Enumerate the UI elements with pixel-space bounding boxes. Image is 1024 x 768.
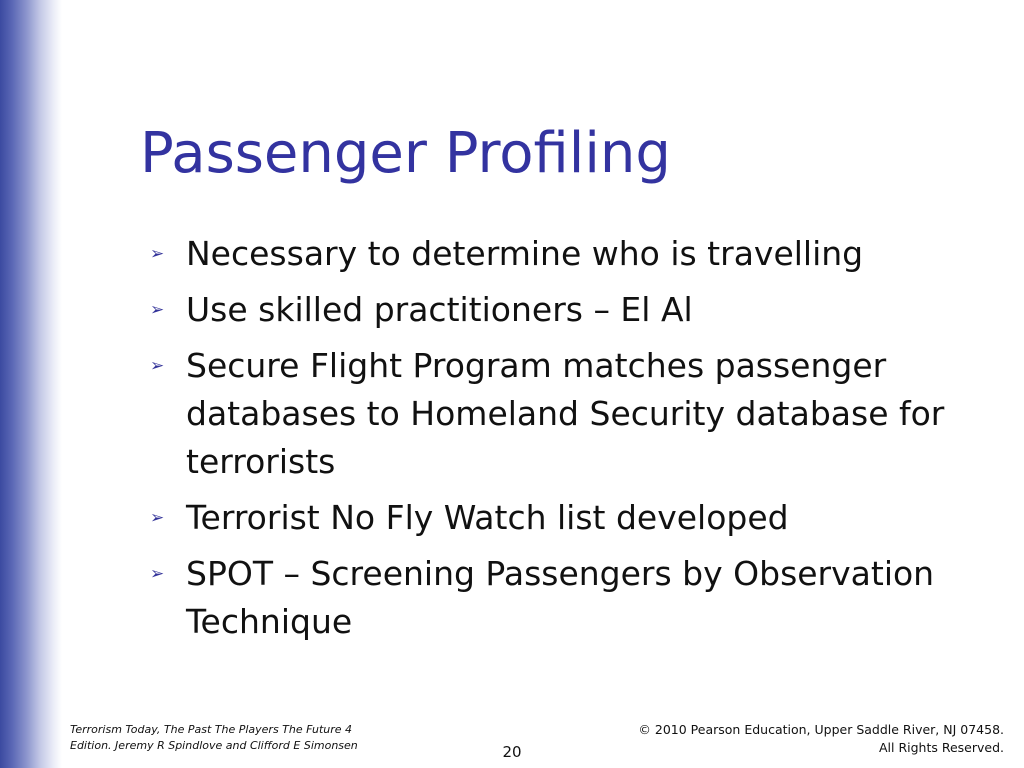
page-number: 20 <box>502 743 522 761</box>
bullet-item <box>146 550 1006 646</box>
arrow-bullet-icon: ➢ <box>150 508 165 528</box>
footer-book-line-2: Edition. Jeremy R Spindlove and Clifford E Simonsen <box>70 739 358 752</box>
footer-copyright <box>604 721 1004 757</box>
side-gradient-band <box>0 0 62 768</box>
bullet-text: Necessary to determine who is travelling <box>186 234 864 273</box>
bullet-item <box>146 342 1006 486</box>
slide-title: Passenger Profiling <box>140 121 671 186</box>
bullet-list <box>146 230 1006 654</box>
bullet-text: Terrorist No Fly Watch list developed <box>186 498 789 537</box>
arrow-bullet-icon: ➢ <box>150 300 165 320</box>
footer-book-line-1: Terrorism Today, The Past The Players The Future 4 <box>70 723 353 736</box>
footer-copyright-line-1: © 2010 Pearson Education, Upper Saddle River, NJ 07458. <box>638 722 1004 737</box>
bullet-item <box>146 286 1006 334</box>
bullet-item <box>146 230 1006 278</box>
bullet-item <box>146 494 1006 542</box>
bullet-text: SPOT – Screening Passengers by Observation Technique <box>186 554 935 641</box>
footer-book-citation <box>70 722 400 754</box>
bullet-text: Use skilled practitioners – El Al <box>186 290 693 329</box>
footer-copyright-line-2: All Rights Reserved. <box>878 740 1004 755</box>
arrow-bullet-icon: ➢ <box>150 356 165 376</box>
arrow-bullet-icon: ➢ <box>150 564 165 584</box>
bullet-text: Secure Flight Program matches passenger databases to Homeland Security database for terrorists <box>186 346 945 481</box>
arrow-bullet-icon: ➢ <box>150 244 165 264</box>
